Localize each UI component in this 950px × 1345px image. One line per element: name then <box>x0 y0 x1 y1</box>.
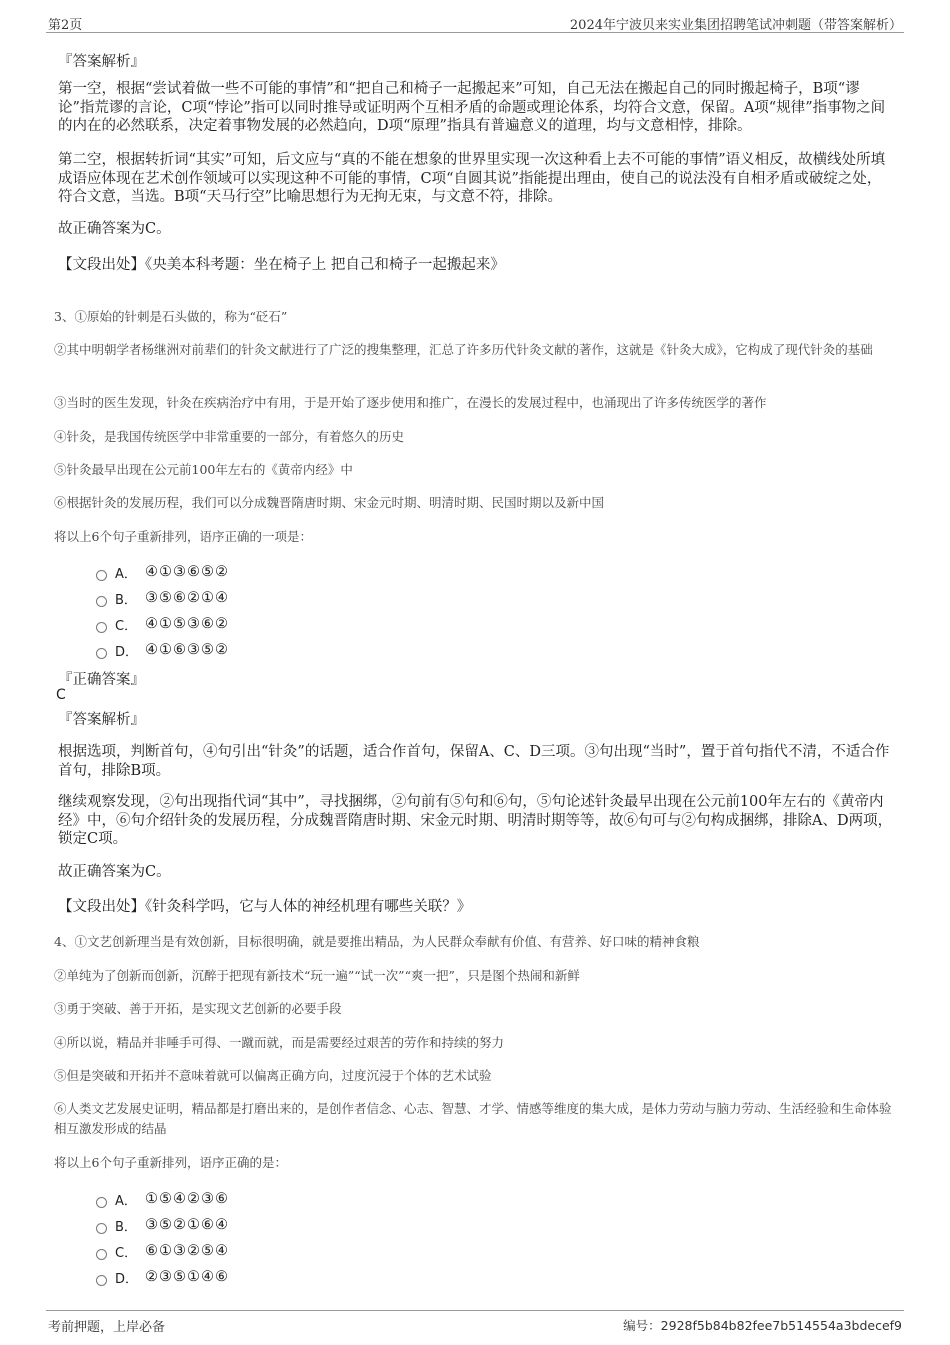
q3-prompt: 将以上6个句子重新排列，语序正确的一项是： <box>54 529 312 544</box>
q3-sentence-5: ⑤针灸最早出现在公元前100年左右的《黄帝内经》中 <box>54 462 353 477</box>
q4-prompt: 将以上6个句子重新排列，语序正确的是： <box>54 1155 287 1170</box>
q3-conclusion: 故正确答案为C。 <box>58 864 171 880</box>
q4-sentence-3: ③勇于突破、善于开拓，是实现文艺创新的必要手段 <box>54 1001 342 1016</box>
radio-icon[interactable] <box>96 648 107 659</box>
radio-icon[interactable] <box>96 570 107 581</box>
radio-icon[interactable] <box>96 1249 107 1260</box>
q4-sentence-4: ④所以说，精品并非唾手可得、一蹴而就，而是需要经过艰苦的劳作和持续的努力 <box>54 1035 505 1050</box>
q4-sentence-6: ⑥人类文艺发展史证明，精品都是打磨出来的，是创作者信念、心志、智慧、才学、情感等维度的集大成，是体力劳动与脑力劳动、生活经验和生命体验相互激发形成的结晶 <box>54 1101 892 1136</box>
radio-icon[interactable] <box>96 1197 107 1208</box>
q2-analysis-para-2: 第二空，根据转折词“其实”可知，后文应与“真的不能在想象的世界里实现一次这种看上去不可能的事情”语义相反，故横线处所填成语应体现在艺术创作领域可以实现这种不可能的事情，C项“自圆其说”指能提出理由，使自己的说法没有自相矛盾或破绽之处，符合文意，当选。B项“天马行空”比喻思想行为无拘无束，与文意不符，排除。 <box>58 152 886 205</box>
q3-option-d[interactable]: D． ④①⑥③⑤② <box>96 640 229 660</box>
page-header <box>46 12 904 33</box>
q3-analysis-para-1: 根据选项，判断首句，④句引出“针灸”的话题，适合作首句，保留A、C、D三项。③句出现“当时”，置于首句指代不清，不适合作首句，排除B项。 <box>58 744 890 779</box>
radio-icon[interactable] <box>96 622 107 633</box>
document-title: 2024年宁波贝来实业集团招聘笔试冲刺题（带答案解析） <box>569 18 902 33</box>
footer-slogan: 考前押题，上岸必备 <box>48 1320 166 1335</box>
q3-sentence-4: ④针灸，是我国传统医学中非常重要的一部分，有着悠久的历史 <box>54 429 405 444</box>
q2-analysis-label: 『答案解析』 <box>58 54 145 70</box>
page-number: 第2页 <box>48 18 83 33</box>
q4-sentence-2: ②单纯为了创新而创新，沉醉于把现有新技术“玩一遍”“试一次”“爽一把”，只是图个热闹和新鲜 <box>54 968 580 983</box>
q3-analysis-label: 『答案解析』 <box>58 712 145 728</box>
radio-icon[interactable] <box>96 1223 107 1234</box>
document-id: 编号：2928f5b84b82fee7b514554a3bdecef9 <box>623 1318 902 1333</box>
page-footer <box>46 1310 904 1337</box>
q4-option-a[interactable]: A． ①⑤④②③⑥ <box>96 1189 229 1209</box>
q3-answer-label: 『正确答案』 <box>58 672 145 688</box>
q4-option-b[interactable]: B． ③⑤②①⑥④ <box>96 1215 229 1235</box>
q4-option-c[interactable]: C． ⑥①③②⑤④ <box>96 1241 229 1261</box>
q2-analysis-para-1: 第一空，根据“尝试着做一些不可能的事情”和“把自己和椅子一起搬起来”可知，自己无法在搬起自己的同时搬起椅子，B项“谬论”指荒谬的言论，C项“悖论”指可以同时推导或证明两个互相矛盾的命题或理论体系，均符合文意，保留。A项“规律”指事物之间的内在的必然联系，决定着事物发展的必然趋向，D项“原理”指具有普遍意义的道理，均与文意相悖，排除。 <box>58 81 886 134</box>
q4-sentence-5: ⑤但是突破和开拓并不意味着就可以偏离正确方向，过度沉浸于个体的艺术试验 <box>54 1068 492 1083</box>
q3-source: 【文段出处】《针灸科学吗，它与人体的神经机理有哪些关联？》 <box>58 899 472 915</box>
radio-icon[interactable] <box>96 1275 107 1286</box>
q3-answer: C <box>56 687 66 703</box>
q2-source: 【文段出处】《央美本科考题：坐在椅子上 把自己和椅子一起搬起来》 <box>58 257 505 273</box>
q3-sentence-3: ③当时的医生发现，针灸在疾病治疗中有用，于是开始了逐步使用和推广，在漫长的发展过程中，也涌现出了许多传统医学的著作 <box>54 395 767 410</box>
q3-option-b[interactable]: B． ③⑤⑥②①④ <box>96 588 229 608</box>
q3-sentence-6: ⑥根据针灸的发展历程，我们可以分成魏晋隋唐时期、宋金元时期、明清时期、民国时期以及新中国 <box>54 495 605 510</box>
q3-analysis-para-2: 继续观察发现，②句出现指代词“其中”，寻找捆绑，②句前有⑤句和⑥句，⑤句论述针灸最早出现在公元前100年左右的《黄帝内经》中，⑥句介绍针灸的发展历程，分成魏晋隋唐时期、宋金元时期、明清时期等等，故⑥句可与②句构成捆绑，排除A、D两项，锁定C项。 <box>58 794 893 847</box>
q4-sentence-1: 4、①文艺创新理当是有效创新，目标很明确，就是要推出精品，为人民群众奉献有价值、有营养、好口味的精神食粮 <box>54 934 700 949</box>
q3-sentence-2: ②其中明朝学者杨继洲对前辈们的针灸文献进行了广泛的搜集整理，汇总了许多历代针灸文献的著作，这就是《针灸大成》，它构成了现代针灸的基础 <box>54 342 873 357</box>
q2-conclusion: 故正确答案为C。 <box>58 221 171 237</box>
q3-option-a[interactable]: A． ④①③⑥⑤② <box>96 562 229 582</box>
q3-sentence-1: 3、①原始的针刺是石头做的，称为“砭石” <box>54 309 288 324</box>
radio-icon[interactable] <box>96 596 107 607</box>
q4-option-d[interactable]: D． ②③⑤①④⑥ <box>96 1267 229 1287</box>
q3-option-c[interactable]: C． ④①⑤③⑥② <box>96 614 229 634</box>
